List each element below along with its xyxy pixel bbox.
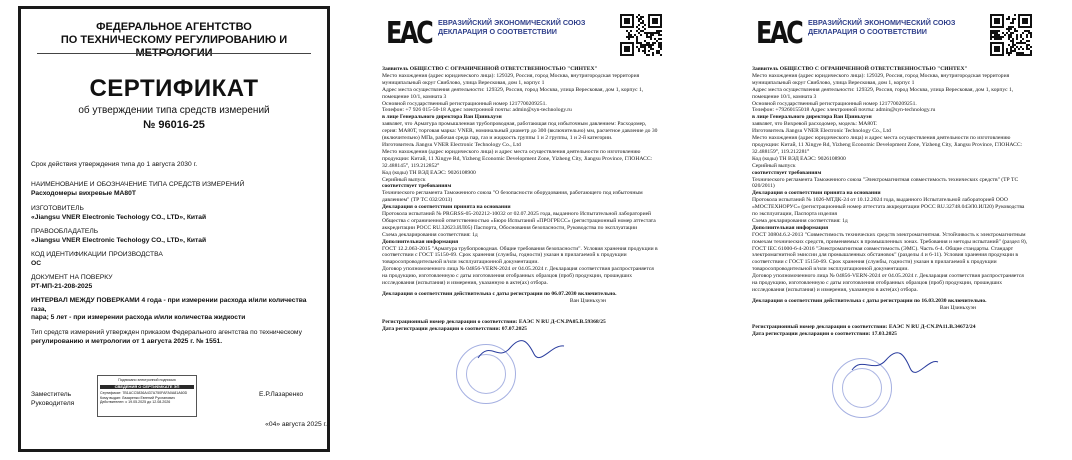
represented-by: в лице Генерального директора Ван Цзиньхуэн xyxy=(752,114,872,121)
certificate-subtitle: об утверждении типа средств измерений xyxy=(78,105,270,116)
certificate-page[interactable] xyxy=(18,6,330,452)
contacts: Телефон: +79260155018 Адрес электронной почты: admin@syn-technology.ru xyxy=(752,107,936,114)
additional-heading: Дополнительная информация xyxy=(382,238,459,245)
contacts: Телефон: +7 926 015-50-18 Адрес электронной почты: admin@syn-technology.ru xyxy=(382,107,572,114)
order-line-1: Тип средств измерений утвержден приказом Федерального агентства по техническому xyxy=(31,329,302,336)
scheme: Схема декларирования соответствия: 1д xyxy=(382,231,478,238)
interval-line-1: ИНТЕРВАЛ МЕЖДУ ПОВЕРКАМИ 4 года - при измерении расхода и/или количества газа, xyxy=(31,297,307,313)
scheme: Схема декларирования соответствия: 1д xyxy=(752,217,848,224)
eac-mark-icon: ЕАС xyxy=(756,16,802,51)
declaration-title: ДЕКЛАРАЦИЯ О СООТВЕТСТВИИ xyxy=(438,27,557,36)
applicant: Заявитель ОБЩЕСТВО С ОГРАНИЧЕННОЙ ОТВЕТСТВЕННОСТЬЮ "СИНТЕХ" xyxy=(382,66,598,72)
declares: заявляет, что Арматура промышленная трубопроводная, работающая под избыточным давлением: Расходомер, серия: MA80T, торговая марка: VNER, номинальный диаметр до 300 (включительно) мм, расчетное давление до 30 (включительно) МПа, рабочая среда пар, газ и жидкость группы 1 и 2 группы, 1 и 2-й категории. xyxy=(382,121,658,142)
stamp-title: СВЕДЕНИЯ О СЕРТИФИКАТЕ ЭП xyxy=(100,385,194,390)
manufacturer-address: Место нахождения (адрес юридического лица) и адрес места осуществления деятельности по изготовлению продукции: Китай, 11 Xingye Rd, Yizheng Economic Development Zone, Yizheng City, Jiangsu Province, ГЛОНАСС: 32.488159°, 119.212281° xyxy=(752,135,1023,155)
registration-number: Регистрационный номер декларации о соответствии: ЕАЭС N RU Д-CN.РА05.В.59368/25 xyxy=(382,318,606,325)
validity: Декларация о соответствии действительна с даты регистрации по 06.07.2030 включительно. xyxy=(382,291,617,297)
manufacturer-label: ИЗГОТОВИТЕЛЬ xyxy=(31,205,84,212)
represented-by: в лице Генерального директора Ван Цзиньхуэн xyxy=(382,114,502,121)
additional-info: ГОСТ 12.2.063-2015 "Арматура трубопроводная. Общие требования безопасности". Условия хранения продукции в соответствии с ГОСТ 15150-69. Срок хранения (службы, годности) указан в прилагаемой к продукции товаросопроводительной и/или эксплуатационной документации. xyxy=(382,245,658,266)
stamp-valid: Действителен: с 19.05.2025 до 12.08.2026 xyxy=(100,400,171,404)
additional-heading: Дополнительная информация xyxy=(752,224,829,231)
agency-header xyxy=(21,21,327,60)
serial-production: Серийный выпуск xyxy=(752,162,796,169)
holder-label: ПРАВООБЛАДАТЕЛЬ xyxy=(31,228,99,235)
union-name: ЕВРАЗИЙСКИЙ ЭКОНОМИЧЕСКИЙ СОЮЗ xyxy=(808,18,956,27)
eac-mark-icon: ЕАС xyxy=(386,16,432,51)
issue-date: «04» августа 2025 г. xyxy=(265,421,327,428)
requirements: Технического регламента Таможенного союза "О безопасности оборудования, работающего под избыточным давлением" (ТР ТС 032/2013) xyxy=(382,190,643,204)
requirements: Технического регламента Таможенного союза "Электромагнитная совместимость технических средств" (ТР ТС 020/2011) xyxy=(752,176,1019,190)
ogrn: Основной государственный регистрационный номер 1217700209251. xyxy=(752,100,917,107)
declaration-title: ДЕКЛАРАЦИЯ О СООТВЕТСТВИИ xyxy=(808,27,927,36)
manufacturer: Изготовитель Jiangsu VNER Electronic Technology Co., Ltd xyxy=(382,141,521,148)
serial-production: Серийный выпуск xyxy=(382,176,426,183)
production-code-label: КОД ИДЕНТИФИКАЦИИ ПРОИЗВОДСТВА xyxy=(31,251,163,258)
agency-line-2: ПО ТЕХНИЧЕСКОМУ РЕГУЛИРОВАНИЮ И МЕТРОЛОГИИ xyxy=(60,34,288,59)
registration-date: Дата регистрации декларации о соответствии: 07.07.2025 xyxy=(382,325,527,332)
declaration-body xyxy=(382,66,658,333)
signer-name: Е.Р.Лазаренко xyxy=(259,391,304,398)
registration-number: Регистрационный номер декларации о соответствии: ЕАЭС N RU Д-CN.РА11.В.34672/24 xyxy=(752,323,976,330)
union-name: ЕВРАЗИЙСКИЙ ЭКОНОМИЧЕСКИЙ СОЮЗ xyxy=(438,18,586,27)
ogrn: Основной государственный регистрационный номер 1217700209251. xyxy=(382,100,547,107)
approval-order xyxy=(31,329,321,346)
declaration-body xyxy=(752,66,1028,338)
signature-icon xyxy=(476,338,566,364)
signature-icon xyxy=(850,352,940,378)
tnved-code: Код (коды) ТН ВЭД ЕАЭС: 9026108900 xyxy=(752,155,846,162)
production-code-field xyxy=(31,251,321,268)
validity: Декларация о соответствии действительна с даты регистрации по 16.03.2030 включительно. xyxy=(752,297,987,304)
requirements-heading: соответствует требованиям xyxy=(382,183,452,190)
manufacturer: Изготовитель Jiangsu VNER Electronic Technology Co., Ltd xyxy=(752,128,891,135)
type-name-field xyxy=(31,181,321,198)
union-header xyxy=(808,18,955,36)
type-name-value: Расходомеры вихревые MA80T xyxy=(31,189,136,197)
declaration-page-2[interactable] xyxy=(742,6,1042,450)
signer-name: Ван Цзиньхуэн xyxy=(569,297,606,304)
declaration-page-1[interactable] xyxy=(372,6,672,450)
production-code-value: ОС xyxy=(31,259,42,267)
activity-address: Адрес места осуществления деятельности: 129329, Россия, город Москва, улица Вересковая, дом 1, корпус 1, помещение 10/1, комната 3 xyxy=(382,86,644,100)
additional-info-2: Договор уполномоченного лица № 04856-VERN-2024 от 04.05.2024 г. Декларация соответствия распространяется на продукцию, изготовленную с даты изготовления отобранных образцов (проб) продукции, прошедших исследования (испытания) и измерения, указанную в акте(ах) отбора. xyxy=(382,266,654,287)
stamp-cert: Сертификат: 7B1ACC5836A437A750FAFA0A81A60D xyxy=(100,391,188,395)
e-signature-stamp xyxy=(97,375,197,417)
manufacturer-field xyxy=(31,205,321,222)
holder-field xyxy=(31,228,321,245)
tnved-code: Код (коды) ТН ВЭД ЕАЭС: 9026108900 xyxy=(382,169,476,176)
activity-address: Адрес места осуществления деятельности: 129329, Россия, город Москва, улица Вересковая, дом 1, корпус 1, помещение 10/1, комната 3 xyxy=(752,86,1014,100)
requirements-heading: соответствует требованиям xyxy=(752,169,822,176)
signer-name: Ван Цзиньхуэн xyxy=(939,304,976,311)
type-name-label: НАИМЕНОВАНИЕ И ОБОЗНАЧЕНИЕ ТИПА СРЕДСТВ ИЗМЕРЕНИЙ xyxy=(31,181,245,188)
qr-code-icon[interactable] xyxy=(620,14,662,56)
agency-line-1: ФЕДЕРАЛЬНОЕ АГЕНТСТВО xyxy=(96,21,252,33)
certificate-number: № 96016-25 xyxy=(143,119,205,131)
stamp-owner: Кому выдан: Лазаренко Евгений Русланович xyxy=(100,395,175,400)
basis: Протокола испытаний № 1026-МТДК-24 от 10.12.2024 года, выданного Испытательной лабораторией ООО «МОСТЕХНОРУС» (регистрационный номер аттестата аккредитации РОСС RU.32748.04ЭЛ0.ИЛ20) Руководства по эксплуатации, Паспорта изделия xyxy=(752,197,1025,218)
holder-value: «Jiangsu VNER Electronic Techology CO., LTD», Китай xyxy=(31,236,207,244)
stamp-caption: Подписано электронной подписью xyxy=(118,378,176,382)
union-header xyxy=(438,18,585,36)
registration-date: Дата регистрации декларации о соответствии: 17.03.2025 xyxy=(752,330,897,337)
interval-line-2: пара; 5 лет - при измерении расхода и/или количества жидкости xyxy=(31,314,246,321)
basis-heading: Декларация о соответствии принята на основании xyxy=(752,190,881,197)
certificate-title: СЕРТИФИКАТ xyxy=(89,75,259,102)
applicant: Заявитель ОБЩЕСТВО С ОГРАНИЧЕННОЙ ОТВЕТСТВЕННОСТЬЮ "СИНТЕХ" xyxy=(752,66,968,72)
additional-info: ГОСТ 30804.6.2-2013 "Совместимость технических средств электромагнитная. Устойчивость к электромагнитным помехам технических средств, применяемых в промышленных зонах. Требования и методы испытаний" (раздел 8), ГОСТ IEC 61000-6-4-2016 "Электромагнитная совместимость (ЭМС). Часть 6-4. Общие стандарты. Стандарт электромагнитной эмиссии для промышленных обстановок" (разделы 4 и 6-11). Условия хранения продукции в соответствии с ГОСТ 15150-69. Срок хранения (службы, годности) указан в прилагаемой к продукции товаросопроводительной и/или эксплуатационной документации. xyxy=(752,231,1028,273)
order-line-2: регулированию и метрологии от 1 августа 2025 г. № 1551. xyxy=(31,337,223,345)
basis-heading: Декларация о соответствии принята на основании xyxy=(382,204,511,211)
header-divider xyxy=(37,53,311,54)
verification-doc-value: РТ-МП-21-208-2025 xyxy=(31,282,93,290)
manufacturer-value: «Jiangsu VNER Electronic Techology CO., LTD», Китай xyxy=(31,213,207,221)
basis: Протокола испытаний № PRGRSS-05-202212-10032 от 02.07.2025 года, выданного Испытательной лабораторией Общества с ограниченной ответственностью «Бюро Испытаний «ПРОГРЕСС» (регистрационный номер аттестата аккредитации РОСС RU.32623.ИЛ05) Паспорта, Обоснования безопасности, Руководства по эксплуатации xyxy=(382,211,656,231)
validity-text: Срок действия утверждения типа до 1 августа 2030 г. xyxy=(31,161,198,168)
signer-role: Заместитель Руководителя xyxy=(31,391,75,407)
qr-code-icon[interactable] xyxy=(990,14,1032,56)
verification-interval xyxy=(31,297,321,323)
applicant-address: Место нахождения (адрес юридического лица): 129329, Россия, город Москва, внутригородская территория муниципальный округ Свиблово, улица Вересковая, дом 1, корпус 1 xyxy=(382,72,640,86)
applicant-address: Место нахождения (адрес юридического лица): 129329, Россия, город Москва, внутригородская территория муниципальный округ Свиблово, улица Вересковая, дом 1, корпус 1 xyxy=(752,72,1010,86)
additional-info-2: Договор уполномоченного лица № 04856-VERN-2024 от 04.05.2024 г. Декларация соответствия распространяется на продукцию, изготовленную с даты изготовления отобранных образцов (проб) продукции, прошедших исследования (испытания) и измерения, указанную в акте(ах) отбора. xyxy=(752,273,1024,293)
declares: заявляет, что Вихревой расходомер, модель: MA80T. xyxy=(752,121,878,128)
verification-doc-field xyxy=(31,274,321,291)
manufacturer-address: Место нахождения (адрес юридического лица) и адрес места осуществления деятельности по изготовлению продукции: Китай, 11 Xingye Rd, Yizheng Economic Development Zone, Yizheng City, Jiangsu Province, ГЛОНАСС: 32.488145°, 119.212852° xyxy=(382,148,653,169)
verification-doc-label: ДОКУМЕНТ НА ПОВЕРКУ xyxy=(31,274,113,281)
